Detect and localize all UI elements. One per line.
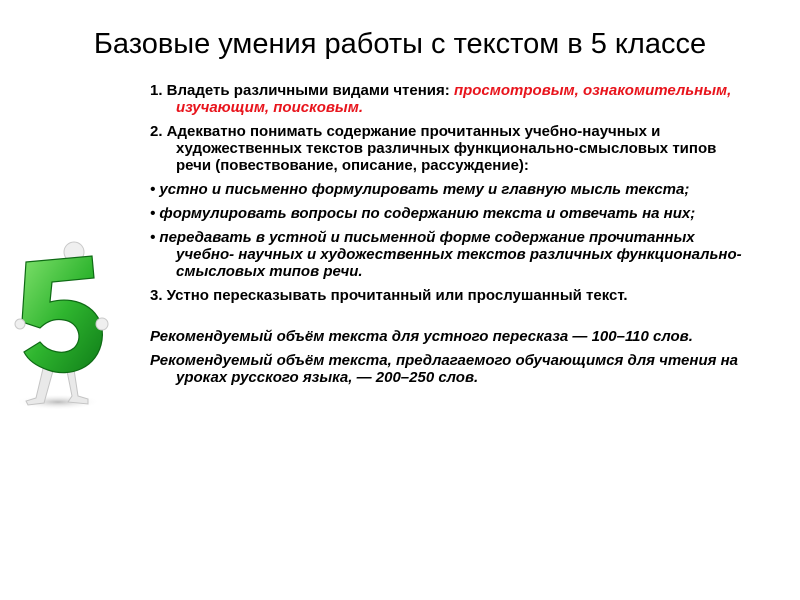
spacer [150, 311, 745, 328]
bullet-retelling: • передавать в устной и письменной форме содержание прочитанных учебно- научных и художественных текстов различных функционально-смысловых типов речи. [150, 229, 742, 280]
figure-holding-number-five-icon [6, 238, 124, 413]
bullet-topic: • устно и письменно формулировать тему и главную мысль текста; [150, 181, 690, 198]
slide-title: Базовые умения работы с текстом в 5 классе [93, 28, 707, 60]
note-reading-volume: Рекомендуемый объём текста, предлагаемого обучающимся для чтения на уроках русского языка, — 200–250 слов. [150, 352, 739, 386]
reading-types-highlight: просмотровым, ознакомительным, изучающим, поисковым. [176, 82, 732, 116]
item-understanding: 2. Адекватно понимать содержание прочитанных учебно-научных и художественных текстов различных функционально-смысловых типов речи (повествование, описание, рассуждение): [150, 123, 717, 174]
note-retell-volume: Рекомендуемый объём текста для устного пересказа — 100–110 слов. [150, 328, 693, 345]
item-reading-types: 1. Владеть различными видами чтения: просмотровым, ознакомительным, изучающим, поисковым. [150, 82, 732, 116]
bullet-questions: • формулировать вопросы по содержанию текста и отвечать на них; [150, 205, 696, 222]
item-retell: 3. Устно пересказывать прочитанный или прослушанный текст. [150, 287, 628, 304]
slide-content [150, 82, 745, 393]
